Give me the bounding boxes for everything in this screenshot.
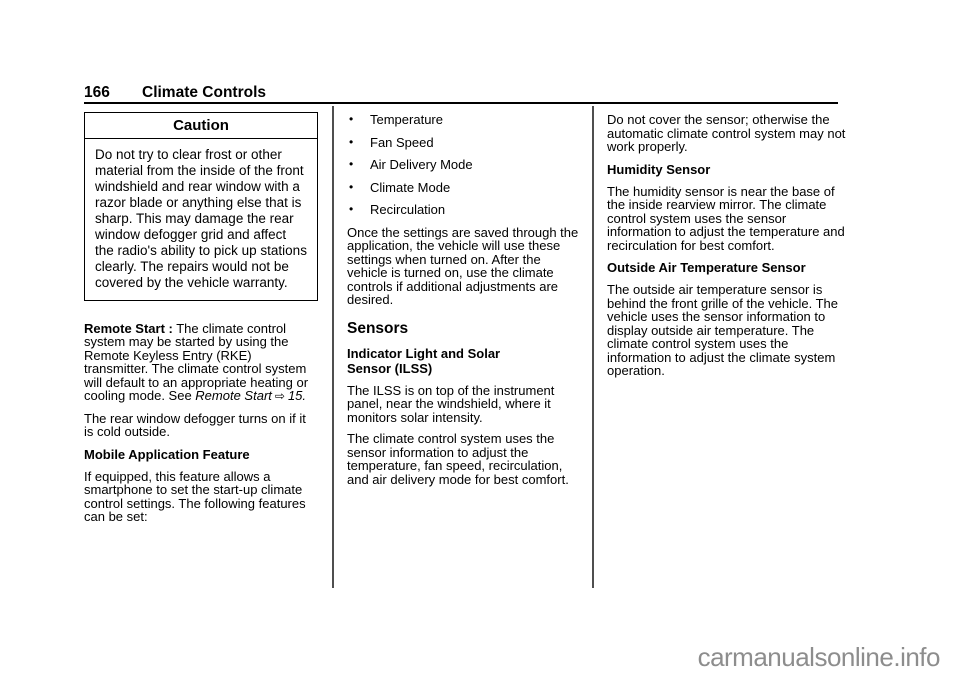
mobile-app-paragraph: If equipped, this feature allows a smartphone to set the start-up climate control settings. The following features can be set: xyxy=(84,468,306,524)
outside-air-heading: Outside Air Temperature Sensor xyxy=(607,260,806,275)
list-item xyxy=(347,113,581,127)
ilss-heading: Indicator Light and Solar Sensor (ILSS) xyxy=(347,345,501,376)
bullet-icon: • xyxy=(349,157,354,171)
chapter-title: Climate Controls xyxy=(142,84,267,101)
list-item xyxy=(347,181,581,195)
mobile-app-heading: Mobile Application Feature xyxy=(84,446,250,462)
sensors-heading: Sensors xyxy=(347,319,409,337)
humidity-sensor-heading: Humidity Sensor xyxy=(607,161,711,177)
list-item-label: Fan Speed xyxy=(370,134,434,150)
defogger-paragraph: The rear window defogger turns on if it is cold outside. xyxy=(84,410,306,439)
page-header xyxy=(84,84,838,101)
list-item-label: Climate Mode xyxy=(370,179,451,195)
list-item-label: Recirculation xyxy=(370,202,446,217)
bullet-icon: • xyxy=(349,202,354,216)
bullet-icon: • xyxy=(349,134,354,149)
caution-title: Caution xyxy=(85,113,317,139)
column-divider-left xyxy=(332,106,334,588)
page-number: 166 xyxy=(84,84,110,101)
column-left xyxy=(84,112,318,532)
ilss-location-paragraph: The ILSS is on top of the instrument panel, near the windshield, where it monitors solar intensity. xyxy=(347,382,555,425)
watermark: carmanualsonline.info xyxy=(697,642,940,672)
caution-body-text: Do not try to clear frost or other material from the inside of the front windshield and rear window with a razor blade or anything else that is sharp. This may damage the rear window defogger grid and affect the radio's ability to pick up stations clearly. The repairs would not be covered by the vehicle warranty. xyxy=(95,146,307,290)
list-item xyxy=(347,158,581,172)
remote-start-paragraph xyxy=(84,322,318,404)
settings-saved-paragraph: Once the settings are saved through the application, the vehicle will use these settings when turned on. After the vehicle is turned on, use the climate controls if additional adjustments are desired. xyxy=(347,224,579,307)
feature-list xyxy=(347,113,581,217)
list-item-label: Air Delivery Mode xyxy=(370,157,473,172)
bullet-icon: • xyxy=(349,179,354,194)
sensor-warning-paragraph: Do not cover the sensor; otherwise the automatic climate control system may not work properly. xyxy=(607,112,846,154)
cross-reference-arrow-icon: ⇨ xyxy=(274,389,285,403)
outside-air-paragraph: The outside air temperature sensor is behind the front grille of the vehicle. The vehicle uses the sensor information to display outside air temperature. The climate control system uses the information to adjust the climate system operation. xyxy=(607,282,839,378)
column-divider-right xyxy=(592,106,594,588)
list-item-label: Temperature xyxy=(370,112,443,127)
list-item xyxy=(347,203,581,217)
humidity-sensor-paragraph: The humidity sensor is near the base of the inside rearview mirror. The climate control system uses the sensor information to adjust the temperature and recirculation for best comfort. xyxy=(607,183,845,253)
column-right xyxy=(607,107,847,386)
remote-start-label: Remote Start : xyxy=(84,320,173,336)
ilss-usage-paragraph: The climate control system uses the sensor information to adjust the temperature, fan speed, recirculation, and air delivery mode for best comfort. xyxy=(347,431,569,487)
column-middle xyxy=(347,107,581,494)
list-item xyxy=(347,136,581,150)
header-rule xyxy=(84,102,838,104)
bullet-icon: • xyxy=(349,112,354,126)
caution-box xyxy=(84,112,318,301)
cross-reference-page: 15. xyxy=(287,388,307,403)
remote-start-text: The climate control system may be started by using the Remote Keyless Entry (RKE) transmitter. The climate control system will default to an appropriate heating or cooling mode. See xyxy=(84,320,309,403)
cross-reference-title: Remote Start xyxy=(195,388,272,403)
